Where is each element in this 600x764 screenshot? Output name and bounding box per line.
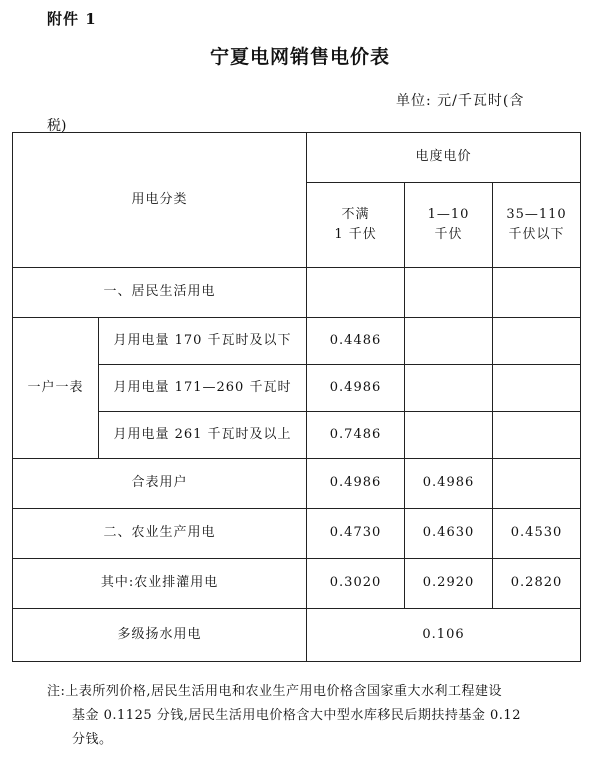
irrigation-price-35-110kv: 0.2820 bbox=[493, 559, 581, 609]
row-one-household: 一户一表 bbox=[13, 318, 99, 459]
tier1-price: 0.4486 bbox=[307, 318, 405, 365]
footnote bbox=[47, 680, 567, 752]
row-tier2-label: 月用电量 171—260 千瓦时 bbox=[99, 365, 307, 412]
agri-price-1-10kv: 0.4630 bbox=[405, 509, 493, 559]
agri-price-under-1kv: 0.4730 bbox=[307, 509, 405, 559]
row-shared-meter: 合表用户 bbox=[13, 459, 307, 509]
row-agriculture: 二、农业生产用电 bbox=[13, 509, 307, 559]
shared-price-1-10kv: 0.4986 bbox=[405, 459, 493, 509]
footnote-line-1: 注:上表所列价格,居民生活用电和农业生产用电价格含国家重大水利工程建设 bbox=[47, 684, 503, 699]
footnote-line-3: 分钱。 bbox=[72, 732, 113, 747]
attachment-label: 附件 1 bbox=[47, 10, 97, 28]
irrigation-price-under-1kv: 0.3020 bbox=[307, 559, 405, 609]
row-tier1-label: 月用电量 170 千瓦时及以下 bbox=[99, 318, 307, 365]
header-price: 电度电价 bbox=[307, 133, 581, 183]
price-table bbox=[12, 132, 581, 662]
header-category: 用电分类 bbox=[13, 133, 307, 268]
tier3-price: 0.7486 bbox=[307, 412, 405, 459]
shared-price-35-110kv bbox=[493, 459, 581, 509]
agri-price-35-110kv: 0.4530 bbox=[493, 509, 581, 559]
irrigation-price-1-10kv: 0.2920 bbox=[405, 559, 493, 609]
unit-label: 单位: 元/千瓦时(含 bbox=[396, 93, 525, 109]
unit-label-continued: 税) bbox=[47, 118, 67, 134]
row-tier3-label: 月用电量 261 千瓦时及以上 bbox=[99, 412, 307, 459]
col-header-under-1kv: 不满 1 千伏 bbox=[307, 183, 405, 268]
row-irrigation: 其中:农业排灌用电 bbox=[13, 559, 307, 609]
pumping-price: 0.106 bbox=[307, 609, 581, 662]
page-title: 宁夏电网销售电价表 bbox=[209, 46, 390, 68]
row-resident: 一、居民生活用电 bbox=[13, 268, 307, 318]
col-header-35-110kv: 35—110 千伏以下 bbox=[493, 183, 581, 268]
footnote-line-2: 基金 0.1125 分钱,居民生活用电价格含大中型水库移民后期扶持基金 0.12 bbox=[72, 708, 521, 723]
tier2-price: 0.4986 bbox=[307, 365, 405, 412]
row-pumping: 多级扬水用电 bbox=[13, 609, 307, 662]
shared-price-under-1kv: 0.4986 bbox=[307, 459, 405, 509]
col-header-1-10kv: 1—10 千伏 bbox=[405, 183, 493, 268]
